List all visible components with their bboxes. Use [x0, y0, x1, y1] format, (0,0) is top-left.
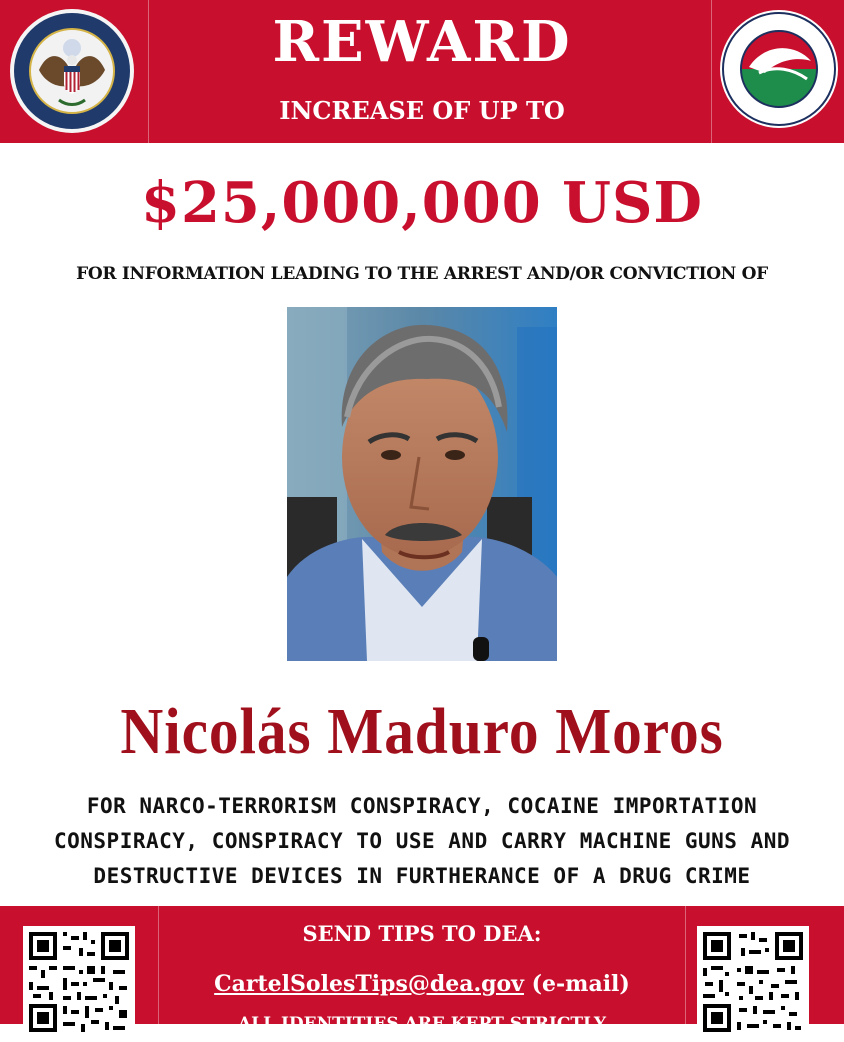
tips-email-suffix: (e-mail): [523, 971, 630, 997]
dea-seal-icon: [719, 9, 839, 129]
charge-line: FOR NARCO-TERRORISM CONSPIRACY, COCAINE IMPORTATION: [86, 794, 758, 818]
reward-amount: $25,000,000 USD: [140, 170, 703, 236]
tips-email-link[interactable]: CartelSolesTips@dea.gov: [214, 971, 524, 997]
header-band: [0, 0, 844, 143]
charge-line: CONSPIRACY, CONSPIRACY TO USE AND CARRY MACHINE GUNS AND: [53, 829, 790, 853]
page-title: REWARD: [272, 9, 572, 75]
subject-name: Nicolás Maduro Moros: [120, 695, 724, 768]
tips-heading: SEND TIPS TO DEA:: [302, 921, 542, 946]
subject-portrait-photo: [287, 307, 557, 661]
tips-note: ALL IDENTITIES ARE KEPT STRICTLY: [237, 1014, 607, 1034]
tips-email-line: [0, 968, 844, 1000]
page-subtitle: INCREASE OF UP TO: [279, 96, 565, 125]
charge-line: DESTRUCTIVE DEVICES IN FURTHERANCE OF A DRUG CRIME: [93, 864, 751, 888]
reward-lead-text: FOR INFORMATION LEADING TO THE ARREST AND/OR CONVICTION OF: [76, 264, 768, 284]
